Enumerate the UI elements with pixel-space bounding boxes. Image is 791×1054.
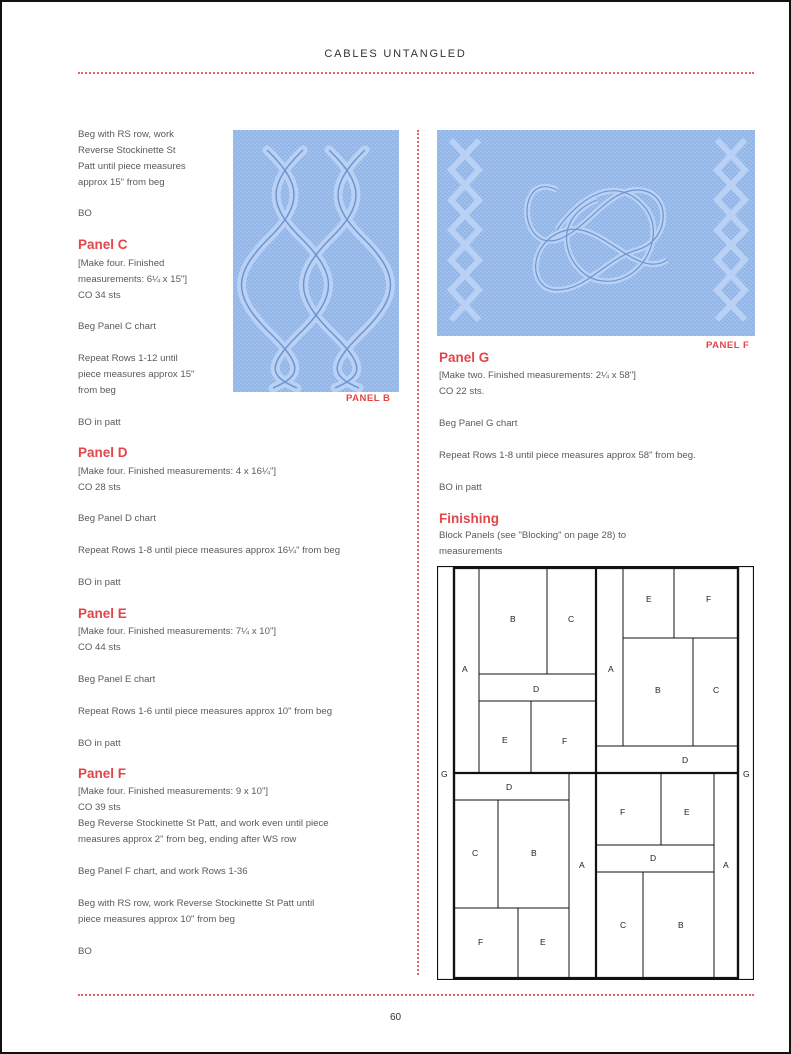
diagram-label-e: E xyxy=(540,937,546,947)
panel-f-line: Beg with RS row, work Reverse Stockinette St Patt until xyxy=(78,898,315,909)
panel-g-heading: Panel G xyxy=(439,350,490,365)
bottom-dotted-rule xyxy=(78,994,754,996)
panel-g-line: BO in patt xyxy=(439,482,482,493)
panel-e-line: BO in patt xyxy=(78,738,121,749)
panel-c-line: measurements: 6¼ x 15"] xyxy=(78,274,187,285)
intro-line-2: Reverse Stockinette St xyxy=(78,145,176,156)
diagram-label-f: F xyxy=(478,937,484,947)
diagram-label-e: E xyxy=(646,594,652,604)
panel-d-line: [Make four. Finished measurements: 4 x 16¼"] xyxy=(78,466,277,477)
diagram-label-b: B xyxy=(678,920,684,930)
diagram-label-d: D xyxy=(533,684,540,694)
diagram-label-d: D xyxy=(682,755,689,765)
panel-d-heading: Panel D xyxy=(78,445,128,460)
panel-f-line: piece measures approx 10" from beg xyxy=(78,914,235,925)
panel-g-line: Repeat Rows 1-8 until piece measures approx 58" from beg. xyxy=(439,450,696,461)
panel-e-heading: Panel E xyxy=(78,606,127,621)
panel-c-line: BO in patt xyxy=(78,417,121,428)
panel-b-photo xyxy=(233,130,399,392)
diagram-label-g: G xyxy=(441,769,448,779)
panel-c-line: from beg xyxy=(78,385,116,396)
running-header: CABLES UNTANGLED xyxy=(324,48,467,60)
panel-d-line: CO 28 sts xyxy=(78,482,121,493)
diagram-label-a: A xyxy=(723,860,729,870)
panel-e-line: Repeat Rows 1-6 until piece measures approx 10" from beg xyxy=(78,706,333,717)
diagram-label-b: B xyxy=(531,848,537,858)
diagram-label-f: F xyxy=(562,736,568,746)
panel-c-line: CO 34 sts xyxy=(78,290,121,301)
diagram-label-c: C xyxy=(713,685,720,695)
page-number: 60 xyxy=(389,1012,402,1023)
panel-e-line: Beg Panel E chart xyxy=(78,674,156,685)
diagram-label-d: D xyxy=(506,782,513,792)
panel-f-line: CO 39 sts xyxy=(78,802,121,813)
diagram-label-a: A xyxy=(579,860,585,870)
panel-e-line: [Make four. Finished measurements: 7¼ x 10"] xyxy=(78,626,277,637)
diagram-label-e: E xyxy=(502,735,508,745)
finishing-line: measurements xyxy=(439,546,503,557)
diagram-label-c: C xyxy=(620,920,627,930)
panel-c-line: [Make four. Finished xyxy=(78,258,165,269)
diagram-label-g: G xyxy=(743,769,750,779)
panel-d-line: Beg Panel D chart xyxy=(78,513,156,524)
panel-d-line: Repeat Rows 1-8 until piece measures approx 16¼" from beg xyxy=(78,545,341,556)
diagram-label-a: A xyxy=(608,664,614,674)
panel-c-heading: Panel C xyxy=(78,237,128,252)
finishing-line: Block Panels (see "Blocking" on page 28) to xyxy=(439,530,627,541)
panel-d-line: BO in patt xyxy=(78,577,121,588)
panel-f-line: measures approx 2" from beg, ending after WS row xyxy=(78,834,297,845)
panel-f-line: [Make four. Finished measurements: 9 x 10"] xyxy=(78,786,269,797)
panel-c-line: Repeat Rows 1-12 until xyxy=(78,353,178,364)
panel-f-line: BO xyxy=(78,946,92,957)
diagram-label-b: B xyxy=(510,614,516,624)
diagram-label-c: C xyxy=(472,848,479,858)
panel-g-line: Beg Panel G chart xyxy=(439,418,518,429)
panel-f-line: Beg Reverse Stockinette St Patt, and work even until piece xyxy=(78,818,329,829)
assembly-diagram xyxy=(437,566,754,980)
intro-line-4: approx 15" from beg xyxy=(78,177,165,188)
panel-f-line: Beg Panel F chart, and work Rows 1-36 xyxy=(78,866,248,877)
panel-g-line: CO 22 sts. xyxy=(439,386,485,397)
diagram-label-b: B xyxy=(655,685,661,695)
diagram-label-d: D xyxy=(650,853,657,863)
panel-c-line: piece measures approx 15" xyxy=(78,369,195,380)
intro-line-3: Patt until piece measures xyxy=(78,161,186,172)
diagram-label-f: F xyxy=(706,594,712,604)
panel-b-caption: PANEL B xyxy=(346,393,391,404)
intro-bo: BO xyxy=(78,208,92,219)
top-dotted-rule xyxy=(78,72,754,74)
diagram-label-e: E xyxy=(684,807,690,817)
panel-f-heading: Panel F xyxy=(78,766,127,781)
diagram-label-c: C xyxy=(568,614,575,624)
panel-f-photo xyxy=(437,130,755,336)
column-divider xyxy=(417,130,419,975)
panel-c-line: Beg Panel C chart xyxy=(78,321,156,332)
panel-g-line: [Make two. Finished measurements: 2¼ x 58"] xyxy=(439,370,636,381)
intro-line-1: Beg with RS row, work xyxy=(78,129,174,140)
diagram-label-a: A xyxy=(462,664,468,674)
diagram-label-f: F xyxy=(620,807,626,817)
finishing-heading: Finishing xyxy=(439,511,499,526)
panel-e-line: CO 44 sts xyxy=(78,642,121,653)
panel-f-caption: PANEL F xyxy=(706,340,750,351)
